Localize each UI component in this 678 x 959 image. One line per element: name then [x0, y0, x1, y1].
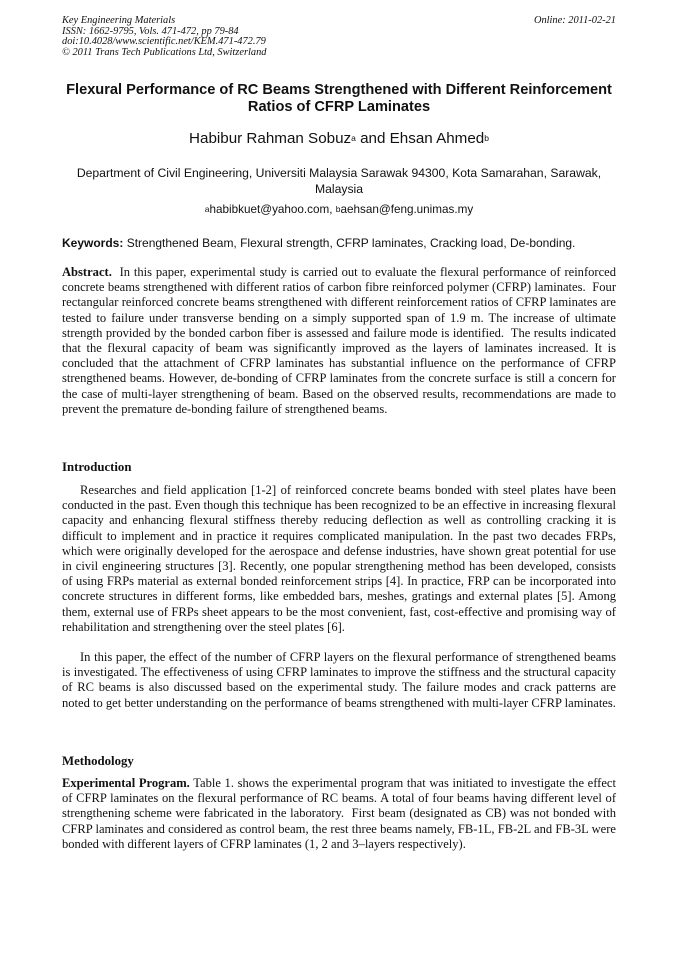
abstract-label: Abstract.: [62, 265, 112, 279]
email-1: habibkuet@yahoo.com,: [209, 203, 336, 216]
introduction-paragraph-1: Researches and field application [1-2] of reinforced concrete beams bonded with steel plates have been conducted in the past. Even though this technique has been recognized to be an effective in increasing flexural capacity and enhancing flexural stiffness thereby reducing deflection as well as controlling cracking it is difficult to implement and in practice it requires complicated manipulation. In the past two decades FRPs, which were originally developed for the aerospace and defense industries, have shown great potential for use in civil engineering structures [3]. Recently, one popular strengthening method has been developed, consists of using FRPs material as external bonded reinforcement strips [4]. In practice, FRP can be incorporated into concrete structures in different forms, like embedded bars, meshes, gratings and external plates [5]. Among them, external use of FRPs sheet appears to be the most convenient, fast, cost-effective and promising way of rehabilitation and strengthening over the steel plates [6].: [62, 483, 616, 634]
email-line: [62, 203, 616, 217]
author-2-affil-mark: b: [484, 133, 489, 143]
copyright-line: © 2011 Trans Tech Publications Ltd, Switzerland: [62, 46, 267, 58]
email-1-mark: a: [204, 204, 210, 214]
journal-header: [62, 16, 616, 58]
affiliation: Department of Civil Engineering, Universiti Malaysia Sarawak 94300, Kota Samarahan, Sarawak, Malaysia: [76, 166, 602, 196]
keywords: [62, 236, 616, 251]
issn-line: ISSN: 1662-9795, Vols. 471-472, pp 79-84: [62, 25, 239, 37]
journal-name: Key Engineering Materials: [62, 15, 176, 26]
author-conjunction: and: [355, 130, 390, 147]
abstract: [62, 265, 620, 417]
doi-line: doi:10.4028/www.scientific.net/KEM.471-472.79: [62, 36, 266, 48]
email-2-mark: b: [335, 204, 341, 214]
methodology-heading: Methodology: [62, 754, 134, 768]
email-2: aehsan@feng.unimas.my: [340, 203, 474, 216]
keywords-text: Strengthened Beam, Flexural strength, CFRP laminates, Cracking load, De-bonding.: [123, 236, 576, 250]
introduction-paragraph-2: In this paper, the effect of the number of CFRP layers on the flexural performance of strengthened beams is investigated. The effectiveness of using CFRP laminates to improve the stiffness and the structural capacity of RC beams is also discussed based on the experimental study. The failure modes and crack patterns are noted to get better understanding on the performance of beams strengthened with multi-layer CFRP laminates.: [62, 650, 616, 710]
author-1-affil-mark: a: [351, 133, 356, 143]
experimental-program-text: Table 1. shows the experimental program that was initiated to investigate the effect of CFRP laminates on the flexural performance of RC beams. A total of four beams having different level of strengthening scheme were fabricated in the laboratory. First beam (designated as CB) was not bonded with CFRP laminates and considered as control beam, the rest three beams namely, FB-1L, FB-2L and FB-3L were bonded with different layers of CFRP laminates (1, 2 and 3–layers respectively).: [62, 776, 620, 851]
experimental-program-paragraph: [62, 776, 620, 852]
online-date: Online: 2011-02-21: [533, 15, 616, 26]
author-1: Habibur Rahman Sobuz: [189, 130, 352, 147]
keywords-label: Keywords:: [62, 236, 124, 250]
author-line: [62, 130, 616, 148]
author-2: Ehsan Ahmed: [389, 130, 485, 147]
abstract-text: In this paper, experimental study is carried out to evaluate the flexural performance of reinforced concrete beams strengthened with different ratios of carbon fibre reinforced polymer (CFRP) laminates. Four rectangular reinforced concrete beams strengthened with different reinforcement ratios of CFRP laminates are tested to failure under transverse bending on a simply supported span of 1.9 m. The increase of ultimate strength provided by the bonded carbon fiber is assessed and failure mode is identified. The results indicated that the flexural capacity of beam was significantly improved as the layers of laminates increased. It is concluded that the attachment of CFRP laminates has substantial influence on the performance of CFRP strengthened beams. However, de-bonding of CFRP laminates from the concrete surface is still a concern for the case of multi-layer strengthening of beam. Based on the observed results, recommendations are made to prevent the premature de-bonding failure of strengthened beams.: [62, 265, 620, 416]
paper-title: Flexural Performance of RC Beams Strengthened with Different Reinforcement Ratios of CFRP Laminates: [66, 82, 612, 115]
experimental-program-label: Experimental Program.: [62, 776, 190, 790]
introduction-heading: Introduction: [62, 460, 132, 474]
